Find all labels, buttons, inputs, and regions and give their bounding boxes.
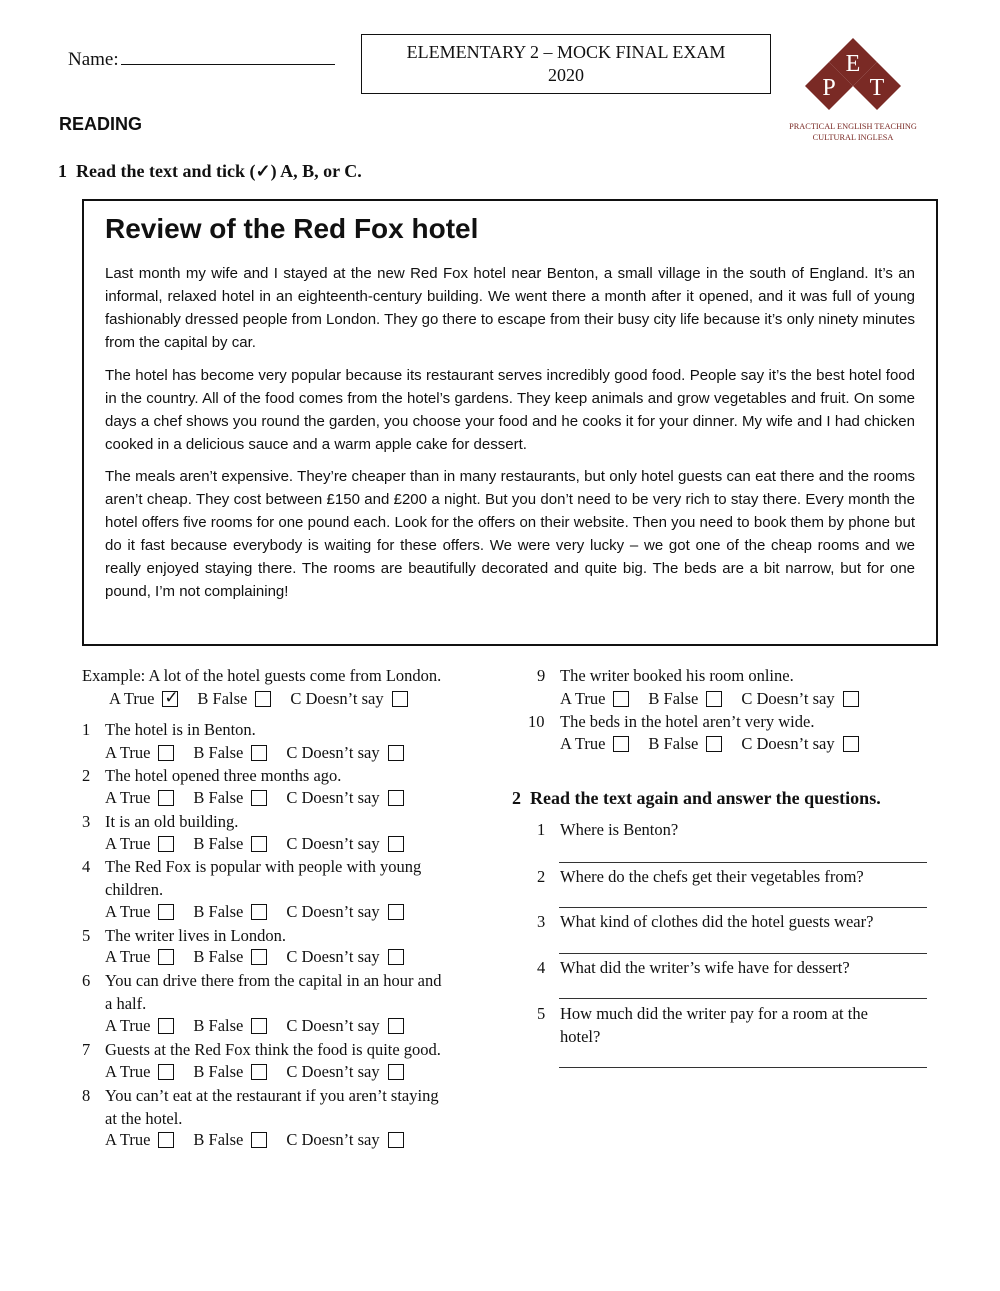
checkbox-true-checked[interactable] (162, 691, 178, 707)
paragraph-1: Last month my wife and I stayed at the new Red Fox hotel near Benton, a small village in the south of England. It’s an informal, relaxed hotel in an eighteenth-century building. We went there a month after it opened, and it was full of young fashionably dressed people from London. They go there to escape from their busy city life because it’s only ninety minutes from the capital by car. (105, 265, 915, 351)
checkbox-doesnt-say[interactable] (388, 836, 404, 852)
logo-caption-1: PRACTICAL ENGLISH TEACHING (789, 122, 917, 131)
option-true: A True✓ (109, 689, 178, 709)
answer-line-4[interactable] (559, 998, 927, 999)
checkbox-doesnt-say[interactable] (843, 736, 859, 752)
checkbox-true[interactable] (158, 1018, 174, 1034)
section-heading: READING (59, 114, 143, 134)
exam-year: 2020 (548, 65, 584, 85)
example-text: A lot of the hotel guests come from London. (148, 666, 442, 685)
exercise-number: 1 (58, 161, 67, 181)
checkbox-doesnt-say[interactable] (388, 790, 404, 806)
question-4-options: A True B False C Doesn’t say (105, 902, 404, 922)
question-10: 10 The beds in the hotel aren’t very wide. (528, 712, 815, 731)
question-3-options: A True B False C Doesn’t say (105, 834, 404, 854)
checkbox-false[interactable] (251, 745, 267, 761)
checkbox-true[interactable] (613, 736, 629, 752)
logo-caption-2: CULTURAL INGLESA (812, 133, 894, 142)
open-question-5: 5 How much did the writer pay for a room at the hotel? (537, 1004, 868, 1046)
exam-title-box (361, 34, 771, 94)
checkbox-true[interactable] (158, 745, 174, 761)
checkbox-doesnt-say[interactable] (388, 949, 404, 965)
exercise-1-instruction (58, 161, 362, 182)
checkbox-doesnt-say[interactable] (843, 691, 859, 707)
answer-line-1[interactable] (559, 862, 927, 863)
question-8: 8 You can’t eat at the restaurant if you aren’t staying at the hotel. (82, 1086, 439, 1128)
checkbox-false[interactable] (251, 1018, 267, 1034)
checkbox-true[interactable] (613, 691, 629, 707)
question-2: 2 The hotel opened three months ago. (82, 766, 342, 785)
checkbox-false[interactable] (251, 1064, 267, 1080)
option-doesnt-say: C Doesn’t say (290, 689, 407, 709)
logo-letter-e: E (845, 51, 861, 77)
answer-line-3[interactable] (559, 953, 927, 954)
answer-line-5[interactable] (559, 1067, 927, 1068)
checkbox-true[interactable] (158, 949, 174, 965)
checkbox-true[interactable] (158, 836, 174, 852)
question-10-options: A True B False C Doesn’t say (560, 734, 859, 754)
checkbox-false[interactable] (251, 949, 267, 965)
checkbox-doesnt-say[interactable] (388, 745, 404, 761)
question-9-options: A True B False C Doesn’t say (560, 689, 859, 709)
checkbox-false[interactable] (706, 736, 722, 752)
checkbox-false[interactable] (251, 904, 267, 920)
checkbox-false[interactable] (251, 790, 267, 806)
answer-line-2[interactable] (559, 907, 927, 908)
question-1: 1 The hotel is in Benton. (82, 720, 256, 739)
checkbox-doesnt-say[interactable] (388, 904, 404, 920)
question-4: 4 The Red Fox is popular with people with young children. (82, 857, 422, 899)
checkbox-false[interactable] (251, 1132, 267, 1148)
checkbox-doesnt-say[interactable] (388, 1132, 404, 1148)
name-field[interactable] (68, 46, 335, 71)
question-2-options: A True B False C Doesn’t say (105, 788, 404, 808)
exercise-2-instruction (512, 788, 881, 809)
checkbox-false[interactable] (251, 836, 267, 852)
question-3: 3 It is an old building. (82, 812, 239, 831)
review-title: Review of the Red Fox hotel (105, 213, 479, 244)
instruction-text: Read the text again and answer the questions. (530, 788, 881, 808)
question-9: 9 The writer booked his room online. (537, 666, 794, 685)
question-5: 5 The writer lives in London. (82, 926, 287, 945)
example-label: Example: (82, 666, 146, 685)
checkbox-doesnt-say[interactable] (392, 691, 408, 707)
question-6: 6 You can drive there from the capital in an hour and a half. (82, 971, 442, 1013)
question-7: 7 Guests at the Red Fox think the food is quite good. (82, 1040, 441, 1059)
name-blank-line[interactable] (121, 46, 335, 65)
open-question-4: 4 What did the writer’s wife have for dessert? (537, 958, 850, 977)
checkbox-true[interactable] (158, 904, 174, 920)
instruction-text: Read the text and tick (✓) A, B, or C. (76, 161, 362, 181)
open-question-2: 2 Where do the chefs get their vegetables from? (537, 867, 864, 886)
example-options (109, 689, 408, 709)
name-label: Name: (68, 49, 119, 70)
exercise-number: 2 (512, 788, 521, 808)
logo-letter-t: T (869, 75, 885, 101)
open-question-3: 3 What kind of clothes did the hotel guests wear? (537, 912, 874, 931)
checkbox-true[interactable] (158, 1064, 174, 1080)
paragraph-2: The hotel has become very popular because its restaurant serves incredibly good food. People say it’s the best hotel food in the country. All of the food comes from the hotel’s gardens. They keep animals and grow vegetables and fruit. On some days a chef shows you round the garden, you choose your food and he cooks it for your dinner. My wife and I had chicken cooked in a delicious sauce and a warm apple cake for dessert. (105, 367, 915, 453)
checkbox-true[interactable] (158, 1132, 174, 1148)
paragraph-3: The meals aren’t expensive. They’re cheaper than in many restaurants, but only hotel guests can eat there and the rooms aren’t cheap. They cost between £150 and £200 a night. But you don’t need to be very rich to stay there. Every month the hotel offers five rooms for one pound each. Look for the offers on their website. Then you need to book them by phone but do it fast because everybody is waiting for these offers. We were very lucky – we got one of the cheap rooms and we really enjoyed staying there. The rooms are beautifully decorated and quite big. The beds are a bit narrow, but for one pound, I’m not complaining! (105, 468, 915, 600)
open-question-1: 1 Where is Benton? (537, 820, 679, 839)
question-1-options: A True B False C Doesn’t say (105, 743, 404, 763)
exam-title: ELEMENTARY 2 – MOCK FINAL EXAM (406, 42, 726, 62)
checkbox-doesnt-say[interactable] (388, 1018, 404, 1034)
example-question (82, 665, 441, 688)
question-5-options: A True B False C Doesn’t say (105, 947, 404, 967)
question-8-options: A True B False C Doesn’t say (105, 1130, 404, 1150)
pet-logo (778, 30, 928, 145)
question-7-options: A True B False C Doesn’t say (105, 1062, 404, 1082)
checkbox-false[interactable] (706, 691, 722, 707)
question-6-options: A True B False C Doesn’t say (105, 1016, 404, 1036)
option-false: B False (197, 689, 271, 709)
checkbox-true[interactable] (158, 790, 174, 806)
checkbox-false[interactable] (255, 691, 271, 707)
logo-letter-p: P (822, 75, 836, 101)
checkbox-doesnt-say[interactable] (388, 1064, 404, 1080)
